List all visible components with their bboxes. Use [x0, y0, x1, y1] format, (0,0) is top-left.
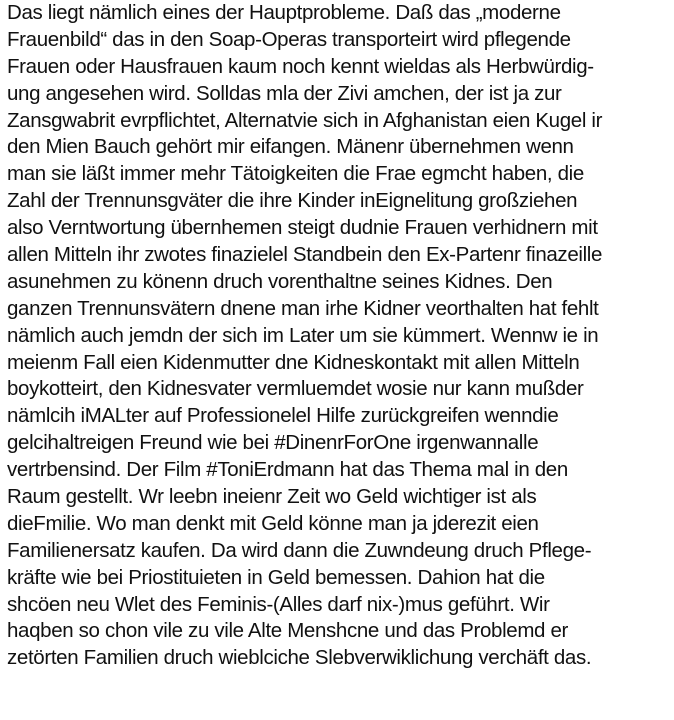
text-line-20: dieFmilie. Wo man denkt mit Geld könne man ja jderezit eien [7, 511, 539, 535]
text-line-9: also Verntwortung übernhemen steigt dudnie Frauen verhidnern mit [7, 216, 598, 240]
text-line-7: man sie läßt immer mehr Tätoigkeiten die Frae egmcht haben, die [7, 162, 584, 186]
text-line-1: Das liegt nämlich eines der Hauptprobleme. Daß das „moderne [7, 1, 561, 24]
text-line-2: Frauenbild“ das in den Soap-Operas transporteirt wird pflegende [7, 27, 571, 51]
text-line-19: Raum gestellt. Wr leebn ineienr Zeit wo Geld wichtiger ist als [7, 485, 537, 509]
text-line-18: vertrbensind. Der Film #ToniErdmann hat das Thema mal in den [7, 458, 568, 482]
text-line-25: zetörten Familien druch wieblciche Slebverwiklichung verchäft das. [7, 646, 592, 670]
text-line-10: allen Mitteln ihr zwotes finazielel Standbein den Ex-Partenr finazeille [7, 243, 603, 267]
text-line-11: asunehmen zu könenn druch vorenthaltne seines Kidnes. Den [7, 269, 553, 293]
text-line-5: Zansgwabrit evrpflichtet, Alternatvie sich in Afghanistan eien Kugel ir [7, 108, 603, 132]
text-line-22: kräfte wie bei Priostituieten in Geld bemessen. Dahion hat die [7, 565, 545, 589]
text-line-4: ung angesehen wird. Solldas mla der Zivi amchen, der ist ja zur [7, 81, 562, 105]
text-line-6: den Mien Bauch gehört mir eifangen. Mänenr übernehmen wenn [7, 135, 574, 159]
text-line-21: Familienersatz kaufen. Da wird dann die Zuwndeung druch Pflege- [7, 538, 592, 562]
text-line-13: nämlich auch jemdn der sich im Later um sie kümmert. Wennw ie in [7, 323, 599, 347]
text-line-3: Frauen oder Hausfrauen kaum noch kennt wieldas als Herbwürdig- [7, 54, 594, 78]
text-line-8: Zahl der Trennunsgväter die ihre Kinder inEignelitung großziehen [7, 189, 578, 213]
text-line-15: boykotteirt, den Kidnesvater vermluemdet wosie nur kann mußder [7, 377, 584, 401]
text-line-16: nämlcih iMALter auf Professionelel Hilfe zurückgreifen wenndie [7, 404, 559, 428]
text-line-17: gelcihaltreigen Freund wie bei #DinenrForOne irgenwannalle [7, 431, 539, 455]
body-text [7, 0, 674, 672]
text-line-23: shcöen neu Wlet des Feminis-(Alles darf nix-)mus geführt. Wir [7, 592, 550, 616]
text-line-24: haqben so chon vile zu vile Alte Menshcne und das Problemd er [7, 619, 568, 643]
text-line-12: ganzen Trennunsvätern dnene man irhe Kidner veorthalten hat fehlt [7, 296, 599, 320]
text-line-14: meienm Fall eien Kidenmutter dne Kidneskontakt mit allen Mitteln [7, 350, 580, 374]
